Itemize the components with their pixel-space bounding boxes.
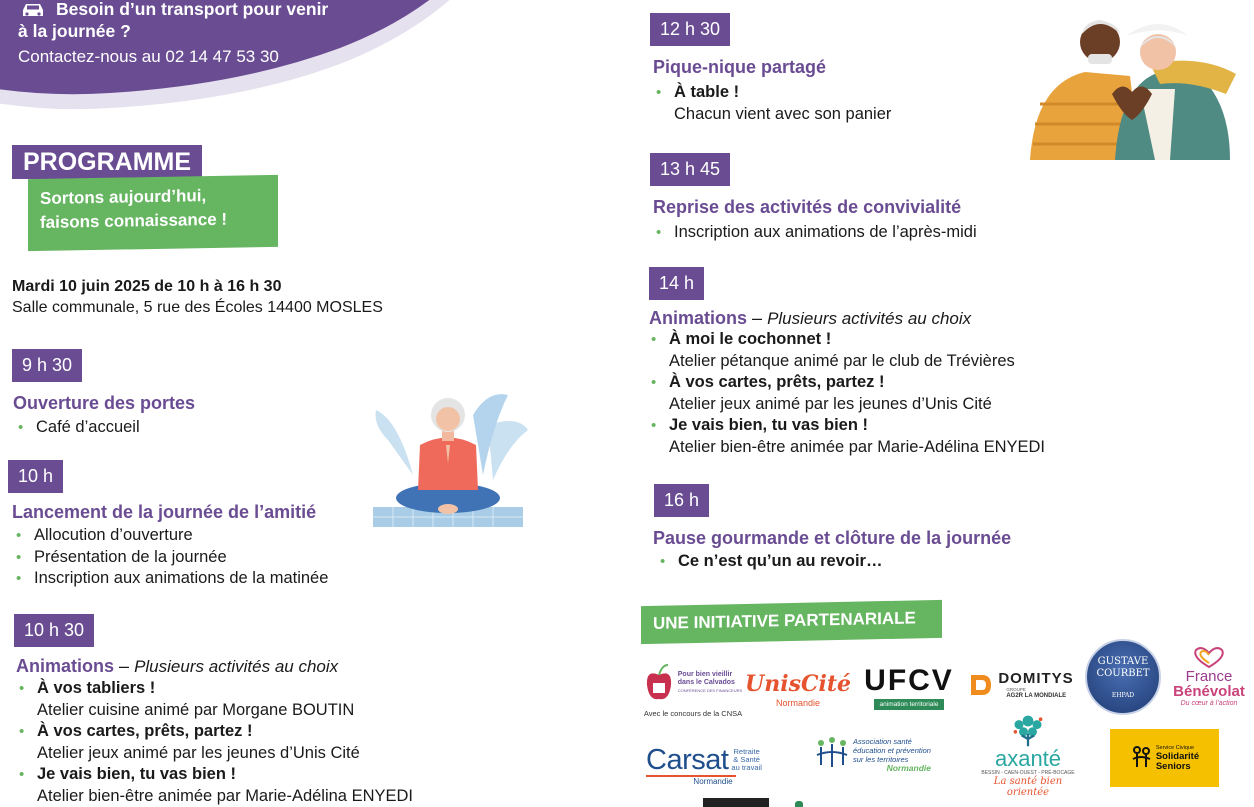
solidarite-line-0: Service Civique xyxy=(1155,744,1195,751)
activity-name: • Ce n’est qu’un au revoir… xyxy=(678,552,883,570)
ufcv-name: UFCV xyxy=(864,664,954,697)
list-item: • Inscription aux animations de la matinée xyxy=(12,568,328,590)
apple-icon xyxy=(644,663,674,703)
time-badge: 16 h xyxy=(654,484,709,517)
asept-line-3: sur les territoires xyxy=(853,755,909,764)
activity-name: • À vos cartes, prêts, partez ! xyxy=(669,373,885,392)
event-date: Mardi 10 juin 2025 de 10 h à 16 h 30 xyxy=(12,278,282,295)
carsat-side-3: au travail xyxy=(731,762,762,772)
elderly-couple-illustration xyxy=(1030,14,1236,160)
bullet-list xyxy=(14,417,140,439)
bullet-list xyxy=(652,222,977,244)
activity-name: • À vos tabliers ! xyxy=(37,679,156,697)
uniscite-sub: Normandie xyxy=(775,698,821,708)
list-item xyxy=(656,551,882,573)
list-item xyxy=(15,678,413,721)
event-place: Salle communale, 5 rue des Écoles 14400 MOSLES xyxy=(12,299,383,316)
carsat-name: Carsat xyxy=(646,743,729,776)
section-title xyxy=(16,655,338,678)
activity-desc: Atelier pétanque animé par le club de Trévières xyxy=(669,351,1015,370)
list-item xyxy=(647,329,1045,372)
carsat-sub: Normandie xyxy=(646,775,736,786)
list-item xyxy=(647,415,1045,458)
banner-line-1: Besoin d’un transport pour venir xyxy=(56,0,329,19)
activity-name: • À moi le cochonnet ! xyxy=(669,330,832,348)
activity-desc: Atelier cuisine animé par Morgane BOUTIN xyxy=(37,700,355,719)
title-dash: – xyxy=(119,656,130,676)
hearts-icon xyxy=(1184,645,1234,669)
list-item: • Allocution d’ouverture xyxy=(12,525,328,547)
section-subtitle: Plusieurs activités au choix xyxy=(134,657,339,676)
section-title: Lancement de la journée de l’amitié xyxy=(12,502,317,522)
section-title: Reprise des activités de convivialité xyxy=(653,197,962,217)
activity-name: • Je vais bien, tu vas bien ! xyxy=(37,765,236,784)
partial-logo-dark xyxy=(703,798,769,807)
time-badge: 12 h 30 xyxy=(650,13,730,46)
axante-sub: BESSIN - CAEN-OUEST - PRÉ-BOCAGE xyxy=(981,770,1075,776)
gustave-line-2: COURBET xyxy=(1096,667,1150,679)
fb-sub: Du cœur à l’action xyxy=(1180,700,1238,707)
partial-logo-green xyxy=(795,801,815,807)
asept-line-4: Normandie xyxy=(886,763,931,773)
domitys-name: DOMITYS xyxy=(998,669,1074,687)
section-title-text: Animations xyxy=(16,656,115,676)
time-badge: 13 h 45 xyxy=(650,153,730,186)
activity-desc: Atelier jeux animé par les jeunes d’Unis Cité xyxy=(669,394,992,413)
list-item: • Inscription aux animations de l’après-midi xyxy=(652,222,977,244)
section-title-text: Animations xyxy=(649,308,748,328)
section-subtitle: Plusieurs activités au choix xyxy=(767,309,972,328)
gustave-courbet-logo xyxy=(1083,638,1163,716)
activity-desc: Atelier jeux animé par les jeunes d’Unis Cité xyxy=(37,743,360,762)
activity-name: • À table ! xyxy=(674,83,740,101)
solidarite-line-1: Solidarité xyxy=(1155,750,1200,762)
asept-line-2: éducation et prévention xyxy=(853,746,931,755)
domitys-icon xyxy=(968,672,994,698)
axante-tag: La santé bien orientée xyxy=(993,776,1063,798)
programme-title: PROGRAMME xyxy=(12,145,202,179)
ufcv-logo xyxy=(856,664,962,712)
domitys-logo xyxy=(963,664,1079,706)
uniscite-logo xyxy=(745,665,851,715)
bullet-list xyxy=(656,551,882,573)
domitys-sub-2: AG2R LA MONDIALE xyxy=(1006,692,1067,699)
pour-bien-vieillir-logo xyxy=(641,658,745,722)
bullet-list xyxy=(647,329,1045,459)
banner-line-2: à la journée ? xyxy=(18,21,131,41)
partners-title: UNE INITIATIVE PARTENARIALE xyxy=(641,600,942,644)
activity-desc: Chacun vient avec son panier xyxy=(674,104,892,123)
list-item: • Présentation de la journée xyxy=(12,547,328,569)
fb-line-1: France xyxy=(1185,668,1233,685)
section-title xyxy=(649,307,971,330)
carsat-side-1: Retraite xyxy=(733,746,760,756)
uniscite-name: UnisCité xyxy=(745,671,851,697)
carsat-side-2: & Santé xyxy=(733,754,760,764)
pbv-line-1: Pour bien vieillir xyxy=(677,670,733,678)
seniors-icon xyxy=(1130,745,1152,771)
domitys-sub-1: GROUPE xyxy=(1006,686,1026,692)
time-badge: 14 h xyxy=(649,267,704,300)
activity-name: • Je vais bien, tu vas bien ! xyxy=(669,416,868,435)
axante-logo xyxy=(972,712,1084,798)
list-item xyxy=(647,372,1045,415)
axante-name: axanté xyxy=(994,746,1062,771)
title-dash: – xyxy=(752,308,763,328)
time-badge: 9 h 30 xyxy=(12,349,82,382)
bullet-list xyxy=(15,678,413,807)
activity-desc: Atelier bien-être animée par Marie-Adélina ENYEDI xyxy=(669,437,1046,456)
france-benevolat-logo xyxy=(1166,640,1252,712)
fb-line-2: Bénévolat xyxy=(1173,683,1245,700)
section-title: Ouverture des portes xyxy=(13,393,196,413)
event-info xyxy=(12,276,383,318)
programme-subtitle-line-2: faisons connaissance ! xyxy=(40,209,228,232)
gustave-line-1: GUSTAVE xyxy=(1097,655,1149,667)
activity-name: • À vos cartes, prêts, partez ! xyxy=(37,722,253,741)
people-icon xyxy=(815,735,849,775)
time-badge: 10 h 30 xyxy=(14,614,94,647)
list-item xyxy=(15,764,413,807)
pbv-caption: Avec le concours de la CNSA xyxy=(643,708,743,718)
activity-desc: Atelier bien-être animée par Marie-Adélina ENYEDI xyxy=(37,786,414,805)
solidarite-seniors-logo xyxy=(1110,729,1219,787)
asept-logo xyxy=(802,727,944,783)
list-item xyxy=(652,82,891,125)
bullet-list xyxy=(12,525,328,590)
pbv-line-3: CONFÉRENCE DES FINANCEURS xyxy=(677,687,743,693)
programme-subtitle-line-1: Sortons aujourd’hui, xyxy=(40,186,207,208)
meditating-woman-illustration xyxy=(368,385,530,530)
banner-phone: Contactez-nous au 02 14 47 53 30 xyxy=(18,47,279,66)
ufcv-sub: animation territoriale xyxy=(874,699,945,710)
solidarite-line-2: Seniors xyxy=(1155,760,1191,772)
list-item xyxy=(15,721,413,764)
list-item: • Café d’accueil xyxy=(14,417,140,439)
transport-banner xyxy=(18,0,328,68)
pbv-line-2: dans le Calvados xyxy=(677,678,735,686)
section-title: Pique-nique partagé xyxy=(653,57,827,77)
tree-icon xyxy=(1005,712,1051,748)
programme-subtitle xyxy=(28,175,278,251)
gustave-sub: EHPAD xyxy=(1111,691,1135,699)
asept-line-1: Association santé xyxy=(853,737,912,746)
carsat-logo xyxy=(646,740,772,790)
section-title: Pause gourmande et clôture de la journée xyxy=(653,528,1012,548)
time-badge: 10 h xyxy=(8,460,63,493)
bullet-list xyxy=(652,82,891,125)
